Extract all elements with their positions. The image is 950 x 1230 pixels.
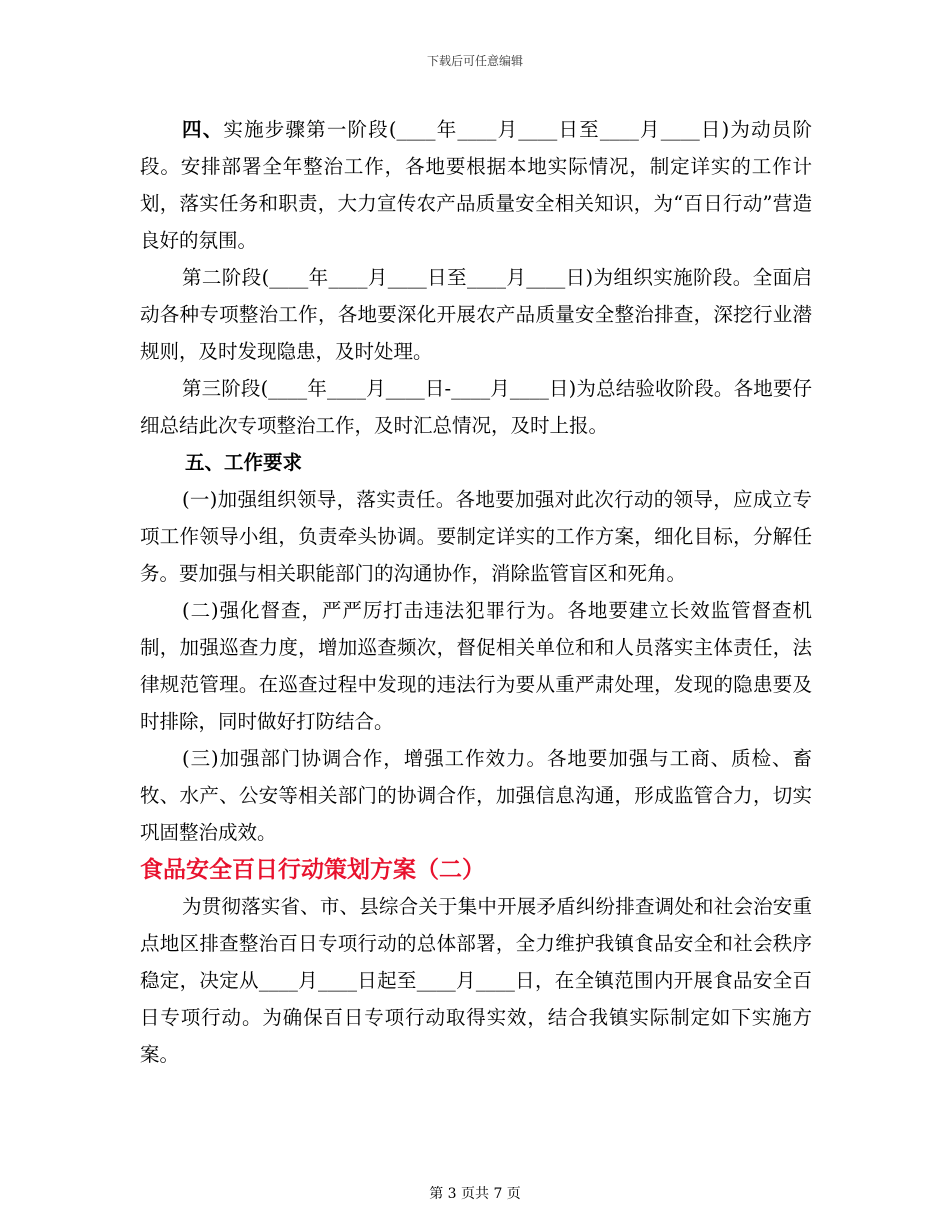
section-4-step1-paragraph [140,111,812,259]
section-4-step2-paragraph: 第二阶段(____年____月____日至____月____日)为组织实施阶段。全面启动各种专项整治工作，各地要深化开展农产品质量安全整治排查，深挖行业潜规则，及时发现隐患，及时处理。 [140,266,812,363]
section-5-req3-paragraph: (三)加强部门协调合作，增强工作效力。各地要加强与工商、质检、畜牧、水产、公安等相关部门的协调合作，加强信息沟通，形成监管合力，切实巩固整治成效。 [140,747,812,844]
section-4-step3-paragraph: 第三阶段(____年____月____日-____月____日)为总结验收阶段。各地要仔细总结此次专项整治工作，及时汇总情况，及时上报。 [140,377,812,437]
section-4-step1-text: 实施步骤第一阶段(____年____月____日至____月____日)为动员阶段。安排部署全年整治工作，各地要根据本地实际情况，制定详实的工作计划，落实任务和职责，大力宣传农产品质量安全相关知识，为“百日行动”营造良好的氛围。 [140,118,812,252]
page-footer: 第 3 页共 7 页 [429,1186,521,1202]
section-4-heading: 四、 [182,118,224,141]
section-5-req1-paragraph: (一)加强组织领导，落实责任。各地要加强对此次行动的领导，应成立专项工作领导小组，负责牵头协调。要制定详实的工作方案，细化目标，分解任务。要加强与相关职能部门的沟通协作，消除监管盲区和死角。 [140,488,812,585]
section-5-heading: 五、工作要求 [185,451,303,474]
document-body [140,111,812,1073]
document-2-title: 食品安全百日行动策划方案（二） [140,856,485,883]
section-5-req2-paragraph: (二)强化督查，严严厉打击违法犯罪行为。各地要建立长效监管督查机制，加强巡查力度，增加巡查频次，督促相关单位和和人员落实主体责任，法律规范管理。在巡查过程中发现的违法行为要从重严肃处理，发现的隐患要及时排除，同时做好打防结合。 [140,599,812,733]
document-2-intro-paragraph: 为贯彻落实省、市、县综合关于集中开展矛盾纠纷排查调处和社会治安重点地区排查整治百日专项行动的总体部署，全力维护我镇食品安全和社会秩序稳定，决定从____月____日起至____月____日，在全镇范围内开展食品安全百日专项行动。为确保百日专项行动取得实效，结合我镇实际制定如下实施方案。 [140,895,812,1066]
page-header: 下载后可任意编辑 [426,54,523,68]
